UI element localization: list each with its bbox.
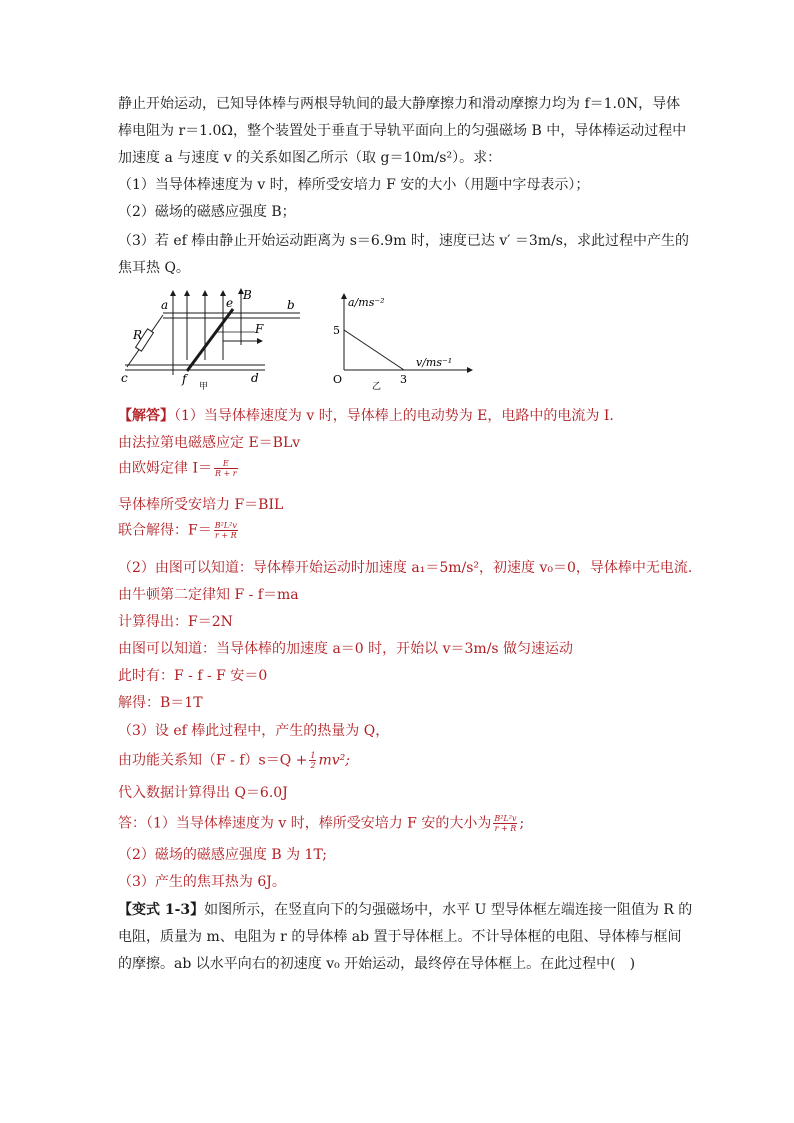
solution-line-8: 计算得出：F＝2N bbox=[118, 614, 233, 630]
variant-line-1: 【变式 1-3】如图所示，在竖直向下的匀强磁场中，水平 U 型导体框左端连接一阻值为 R 的 bbox=[118, 902, 693, 918]
solution-line-17: （3）产生的焦耳热为 6J。 bbox=[118, 874, 286, 890]
caption-yi: 乙 bbox=[372, 382, 382, 390]
solution-line-11: 解得：B＝1T bbox=[118, 695, 203, 711]
solution-line-15: 答：（1）当导体棒速度为 v 时，棒所受安培力 F 安的大小为 $\frac{\text{B²L²v}}{r + R}$ ; bbox=[118, 814, 525, 833]
problem-line-5: （2）磁场的磁感应强度 B； bbox=[118, 204, 296, 220]
problem-line-3: 加速度 a 与速度 v 的关系如图乙所示（取 g＝10m/s²）。求： bbox=[118, 150, 502, 166]
origin-label: O bbox=[333, 373, 343, 386]
problem-line-7: 焦耳热 Q。 bbox=[118, 260, 190, 276]
label-B: B bbox=[243, 288, 252, 302]
solution-line-6: （2）由图可以知道：导体棒开始运动时加速度 a₁＝5m/s²，初速度 v₀＝0，导体棒中无电流. bbox=[118, 560, 693, 576]
x-axis-label: v/ms⁻¹ bbox=[416, 356, 453, 369]
solution-line-14: 代入数据计算得出 Q＝6.0J bbox=[118, 785, 288, 801]
fraction-half: $\frac{1}{2}$ bbox=[310, 751, 316, 770]
fraction-ampere: $\frac{\text{B²L²v}}{r + R}$ bbox=[214, 521, 237, 540]
problem-line-6: （3）若 ef 棒由静止开始运动距离为 s＝6.9m 时，速度已达 v′ ＝3m/s，求此过程中产生的 bbox=[118, 233, 689, 249]
variant-line-3: 的摩擦。ab 以水平向右的初速度 v₀ 开始运动，最终停在导体框上。在此过程中( ) bbox=[118, 956, 636, 972]
y-axis-label: a/ms⁻² bbox=[348, 296, 385, 309]
solution-line-13: 由功能关系知（F - f）s＝Q + $\frac{1}{2}$ mv²; bbox=[118, 751, 350, 770]
variant-tag: 【变式 1-3】 bbox=[118, 902, 205, 918]
label-f: f bbox=[182, 372, 187, 386]
x-tick-3: 3 bbox=[400, 373, 407, 386]
problem-line-1: 静止开始运动，已知导体棒与两根导轨间的最大静摩擦力和滑动摩擦力均为 f＝1.0N，导体 bbox=[118, 96, 681, 112]
solution-tag: 【解答】 bbox=[118, 408, 174, 424]
problem-line-4: （1）当导体棒速度为 v 时，棒所受安培力 F 安的大小（用题中字母表示）； bbox=[118, 177, 590, 193]
label-e: e bbox=[226, 296, 234, 310]
figure-av-graph bbox=[330, 290, 480, 390]
label-F: F bbox=[255, 322, 264, 336]
caption-jia: 甲 bbox=[199, 382, 209, 390]
solution-line-2: 由法拉第电磁感应定 E＝BLv bbox=[118, 435, 301, 451]
solution-line-12: （3）设 ef 棒此过程中，产生的热量为 Q， bbox=[118, 723, 390, 739]
label-R: R bbox=[133, 328, 143, 342]
problem-line-2: 棒电阻为 r＝1.0Ω，整个装置处于垂直于导轨平面向上的匀强磁场 B 中，导体棒运动过程中 bbox=[118, 123, 687, 139]
solution-line-16: （2）磁场的磁感应强度 B 为 1T; bbox=[118, 847, 328, 863]
solution-line-9: 由图可以知道：当导体棒的加速度 a＝0 时，开始以 v＝3m/s 做匀速运动 bbox=[118, 641, 574, 657]
figure-rail-diagram bbox=[115, 285, 315, 390]
solution-line-4: 导体棒所受安培力 F＝BIL bbox=[118, 497, 284, 513]
label-b: b bbox=[287, 298, 295, 312]
fraction-answer: $\frac{\text{B²L²v}}{r + R}$ bbox=[494, 814, 517, 833]
y-tick-5: 5 bbox=[333, 324, 340, 337]
label-a: a bbox=[161, 298, 169, 312]
fraction-ohm: $\frac{E}{R + r}$ bbox=[214, 459, 237, 478]
variant-line-2: 电阻，质量为 m、电阻为 r 的导体棒 ab 置于导体框上。不计导体框的电阻、导体棒与框间 bbox=[118, 929, 682, 945]
solution-line-10: 此时有：F - f - F 安＝0 bbox=[118, 668, 268, 684]
solution-line-3: 由欧姆定律 I＝ $\frac{E}{R + r}$ bbox=[118, 459, 237, 478]
label-c: c bbox=[121, 371, 128, 385]
solution-line-1: 【解答】（1）当导体棒速度为 v 时，导体棒上的电动势为 E，电路中的电流为 I. bbox=[118, 408, 614, 424]
solution-line-5: 联合解得：F＝ $\frac{\text{B²L²v}}{r + R}$ bbox=[118, 521, 237, 540]
graph-line bbox=[344, 330, 404, 370]
label-d: d bbox=[251, 371, 259, 385]
solution-line-7: 由牛顿第二定律知 F - f＝ma bbox=[118, 587, 299, 603]
